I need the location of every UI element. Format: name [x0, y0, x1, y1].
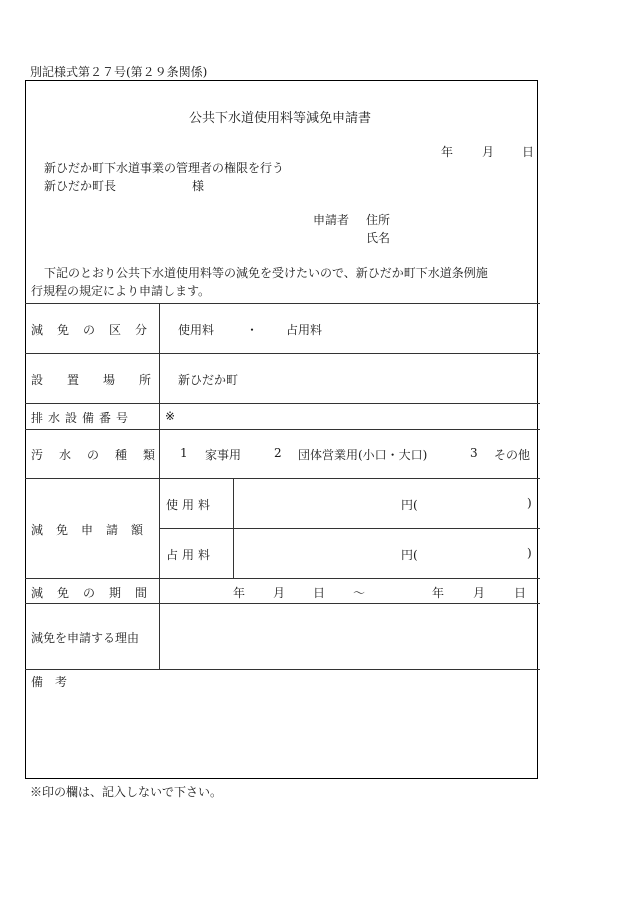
amount-occupancy-close: ) — [527, 546, 532, 560]
rule-amount-subcolumn — [233, 478, 234, 578]
rule-header-bottom — [25, 303, 540, 304]
sewage-type-other: その他 — [494, 448, 531, 462]
rule-amount-bottom — [25, 578, 540, 579]
period-tilde: 〜 — [353, 586, 366, 600]
addressee-line1: 新ひだか町下水道事業の管理者の権限を行う — [44, 161, 285, 175]
period-end-month: 月 — [473, 586, 486, 600]
intro-line1: 下記のとおり公共下水道使用料等の減免を受けたいので、新ひだか町下水道条例施 — [44, 266, 488, 280]
period-start-year: 年 — [233, 586, 246, 600]
form-number: 別記様式第２７号(第２９条関係) — [30, 65, 208, 79]
period-start-month: 月 — [273, 586, 286, 600]
period-end-day: 日 — [514, 586, 527, 600]
amount-label: 減免申請額 — [31, 523, 157, 537]
location-label: 設置場所 — [31, 373, 176, 387]
facility-number-label: 排水設備番号 — [31, 411, 134, 425]
period-start-day: 日 — [313, 586, 326, 600]
sewage-type-num1: 1 — [180, 446, 188, 460]
rule-sewage-bottom — [25, 478, 540, 479]
sewage-type-household: 家事用 — [205, 448, 242, 462]
amount-usage-label: 使用料 — [166, 498, 215, 512]
period-end-year: 年 — [432, 586, 445, 600]
form-title: 公共下水道使用料等減免申請書 — [189, 111, 372, 126]
sewage-type-business: 団体営業用(小口・大口) — [298, 448, 428, 462]
amount-usage-yen: 円( — [401, 498, 418, 512]
location-value: 新ひだか町 — [178, 373, 239, 387]
category-option-occupancy: 占用料 — [286, 323, 323, 337]
rule-amount-middle — [159, 528, 540, 529]
amount-occupancy-yen: 円( — [401, 548, 418, 562]
amount-usage-close: ) — [527, 496, 532, 510]
sewage-type-num2: 2 — [274, 446, 282, 460]
rule-location-bottom — [25, 403, 540, 404]
addressee-honorific: 様 — [192, 179, 205, 193]
rule-period-bottom — [25, 603, 540, 604]
rule-label-column — [159, 303, 160, 669]
intro-line2: 行規程の規定により申請します。 — [31, 284, 211, 298]
applicant-label: 申請者 — [313, 213, 350, 227]
date-month-label: 月 — [482, 145, 495, 159]
addressee-line2: 新ひだか町長 — [44, 179, 117, 193]
date-year-label: 年 — [441, 145, 454, 159]
facility-number-mark: ※ — [165, 409, 176, 423]
category-option-usage: 使用料 — [178, 323, 215, 337]
applicant-name-label: 氏名 — [366, 231, 391, 245]
rule-category-bottom — [25, 353, 540, 354]
sewage-type-num3: 3 — [470, 446, 478, 460]
sewage-type-label: 汚水の種類 — [31, 448, 172, 462]
amount-occupancy-label: 占用料 — [166, 548, 215, 562]
period-label: 減免の期間 — [31, 586, 162, 600]
rule-facility-bottom — [25, 429, 540, 430]
reason-label: 減免を申請する理由 — [31, 631, 140, 645]
category-label: 減免の区分 — [31, 323, 162, 337]
footnote: ※印の欄は、記入しないで下さい。 — [30, 785, 223, 799]
date-day-label: 日 — [522, 145, 535, 159]
rule-reason-bottom — [25, 669, 540, 670]
applicant-address-label: 住所 — [366, 213, 391, 227]
category-separator: ・ — [246, 323, 259, 337]
remarks-label: 備 考 — [31, 675, 68, 689]
